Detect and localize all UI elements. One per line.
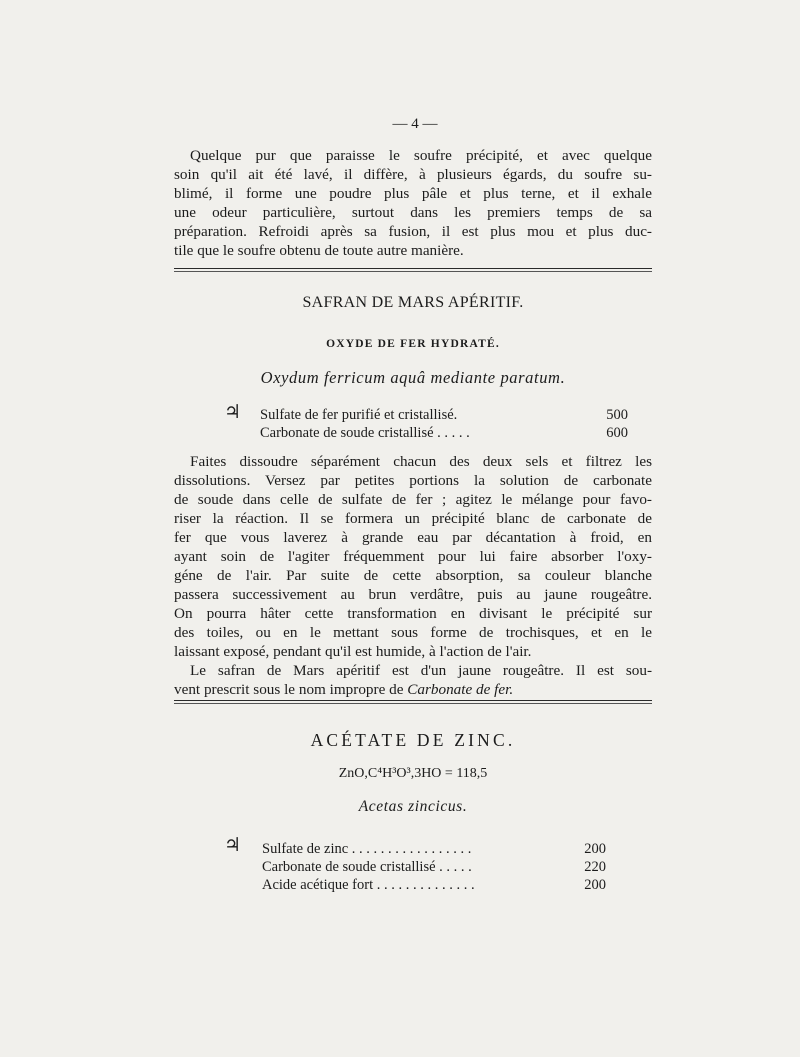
ingredient-qty: 220 bbox=[584, 859, 606, 875]
recipe-symbol: ♃ bbox=[224, 835, 242, 856]
ingredient-qty: 500 bbox=[606, 407, 628, 423]
italic-term: Carbonate de fer. bbox=[407, 681, 514, 698]
chemical-formula: ZnO,C⁴H³O³,3HO = 118,5 bbox=[338, 766, 488, 781]
text-line: Quelque pur que paraisse le soufre précipité, et avec quelque bbox=[190, 147, 652, 164]
text-line: préparation. Refroidi après sa fusion, il est plus mou et plus duc- bbox=[174, 223, 652, 240]
text-line: dissolutions. Versez par petites portions la solution de carbonate bbox=[174, 472, 652, 489]
section-divider bbox=[174, 700, 652, 704]
method-paragraph bbox=[174, 452, 652, 699]
text-line: soin qu'il ait été lavé, il diffère, à plusieurs égards, du soufre su- bbox=[174, 166, 652, 183]
recipe-row bbox=[260, 424, 628, 442]
text-line: ayant soin de l'agiter fréquemment pour lui faire absorber l'oxy- bbox=[174, 548, 652, 565]
text-line: passera successivement au brun verdâtre, puis au jaune rougeâtre. bbox=[174, 586, 652, 603]
ingredient-name: Acide acétique fort . . . . . . . . . . . . . . bbox=[262, 877, 475, 893]
intro-paragraph bbox=[174, 146, 652, 260]
ingredient-qty: 200 bbox=[584, 877, 606, 893]
recipe-row bbox=[260, 406, 628, 424]
recipe-symbol: ♃ bbox=[224, 402, 242, 423]
page-number: — 4 — bbox=[392, 116, 438, 132]
text-line: géne de l'air. Par suite de cette absorption, sa couleur blanche bbox=[174, 567, 652, 584]
recipe-row bbox=[262, 840, 606, 858]
text-fragment: vent prescrit sous le nom impropre de bbox=[174, 681, 408, 698]
text-line: fer que vous laverez à grande eau par décantation à froid, en bbox=[174, 529, 652, 546]
ingredient-qty: 600 bbox=[606, 425, 628, 441]
ingredient-qty: 200 bbox=[584, 841, 606, 857]
recipe-list bbox=[224, 402, 628, 442]
section-title: SAFRAN DE MARS APÉRITIF. bbox=[302, 294, 524, 311]
text-line: Le safran de Mars apéritif est d'un jaune rougeâtre. Il est sou- bbox=[190, 662, 652, 679]
section-subtitle: OXYDE DE FER HYDRATÉ. bbox=[326, 338, 500, 350]
ingredient-name: Carbonate de soude cristallisé . . . . . bbox=[260, 425, 470, 441]
text-line: blimé, il forme une poudre plus pâle et plus terne, et il exhale bbox=[174, 185, 652, 202]
section-divider bbox=[174, 268, 652, 272]
ingredient-name: Carbonate de soude cristallisé . . . . . bbox=[262, 859, 472, 875]
text-line: Faites dissoudre séparément chacun des deux sels et filtrez les bbox=[190, 453, 652, 470]
text-line: tile que le soufre obtenu de toute autre manière. bbox=[174, 242, 464, 259]
text-line: une odeur particulière, surtout dans les premiers temps de sa bbox=[174, 204, 652, 221]
ingredient-name: Sulfate de zinc . . . . . . . . . . . . . . . . . bbox=[262, 841, 472, 857]
text-line: de soude dans celle de sulfate de fer ; agitez le mélange pour favo- bbox=[174, 491, 652, 508]
text-line: des toiles, ou en le mettant sous forme de trochisques, et en le bbox=[174, 624, 652, 641]
text-line: riser la réaction. Il se formera un précipité blanc de carbonate de bbox=[174, 510, 652, 527]
text-line bbox=[174, 680, 652, 699]
ingredient-name: Sulfate de fer purifié et cristallisé. bbox=[260, 407, 458, 423]
section-title: ACÉTATE DE ZINC. bbox=[310, 730, 516, 750]
recipe-list bbox=[224, 835, 606, 894]
latin-name: Oxydum ferricum aquâ mediante paratum. bbox=[260, 368, 566, 387]
text-line: laissant exposé, pendant qu'il est humide, à l'action de l'air. bbox=[174, 643, 532, 660]
latin-name: Acetas zincicus. bbox=[358, 798, 468, 815]
recipe-row bbox=[262, 876, 606, 894]
text-line: On pourra hâter cette transformation en divisant le précipité sur bbox=[174, 605, 652, 622]
recipe-row bbox=[262, 858, 606, 876]
